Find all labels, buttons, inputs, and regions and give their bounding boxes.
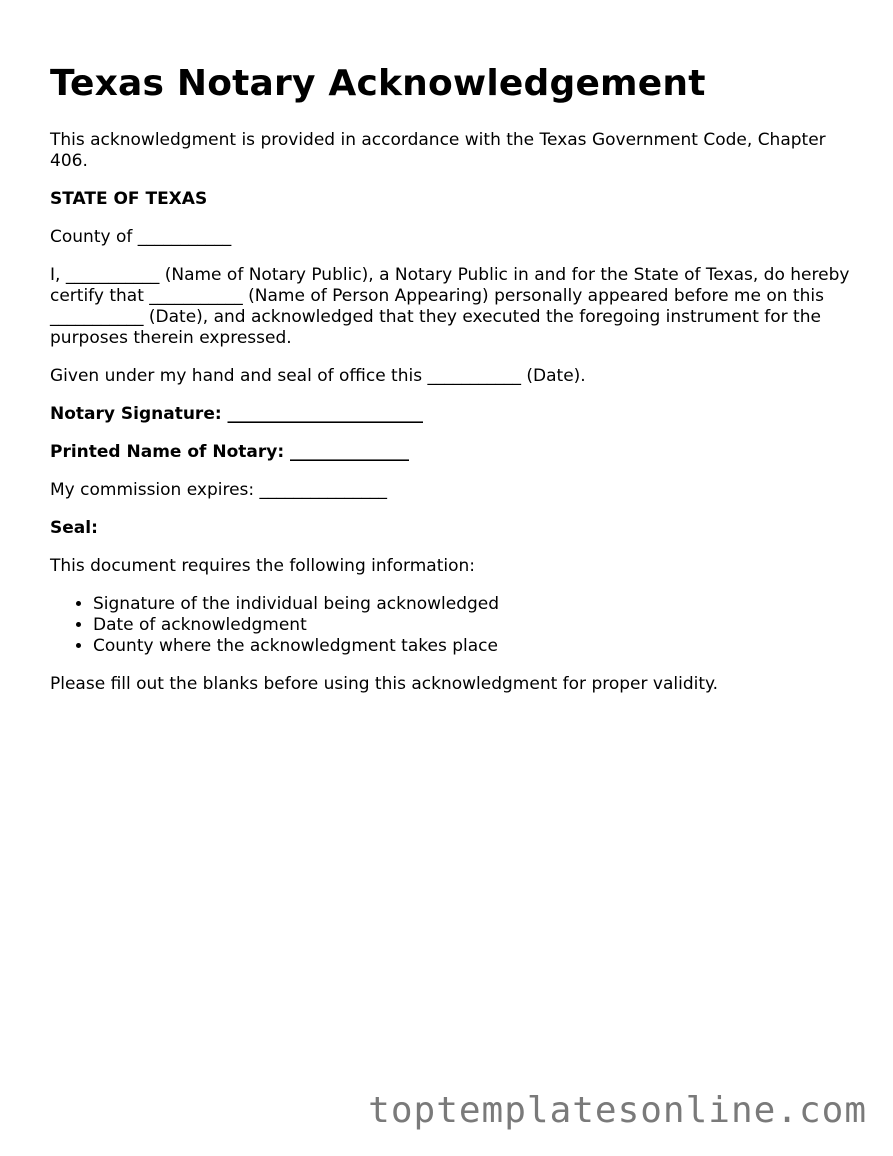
requirements-intro: This document requires the following information: [50,556,475,576]
document-title: Texas Notary Acknowledgement [50,63,706,104]
document-body [50,60,850,712]
closing-paragraph: Please fill out the blanks before using this acknowledgment for proper validity. [50,674,719,694]
watermark: toptemplatesonline.com [368,1090,867,1131]
commission-expires-line: My commission expires: _______________ [50,480,388,500]
given-under-hand-line: Given under my hand and seal of office this ___________ (Date). [50,366,586,386]
seal-label: Seal: [50,518,98,538]
county-line: County of ___________ [50,227,232,247]
requirements-list [50,594,850,657]
printed-name-line: Printed Name of Notary: ______________ [50,442,410,462]
intro-paragraph: This acknowledgment is provided in accordance with the Texas Government Code, Chapter 406. [50,130,826,171]
notary-signature-line: Notary Signature: _______________________ [50,404,424,424]
state-heading: STATE OF TEXAS [50,189,208,209]
list-item: • Signature of the individual being acknowledged [93,594,850,615]
certification-paragraph: I, ___________ (Name of Notary Public), a Notary Public in and for the State of Texas, do hereby certify that ___________ (Name of Person Appearing) personally appeared before me on this ___________ (Date), and acknowledged that they executed the foregoing instrument for the purposes therein expressed. [50,265,850,348]
list-item: • County where the acknowledgment takes place [93,636,850,657]
list-item: • Date of acknowledgment [93,615,850,636]
